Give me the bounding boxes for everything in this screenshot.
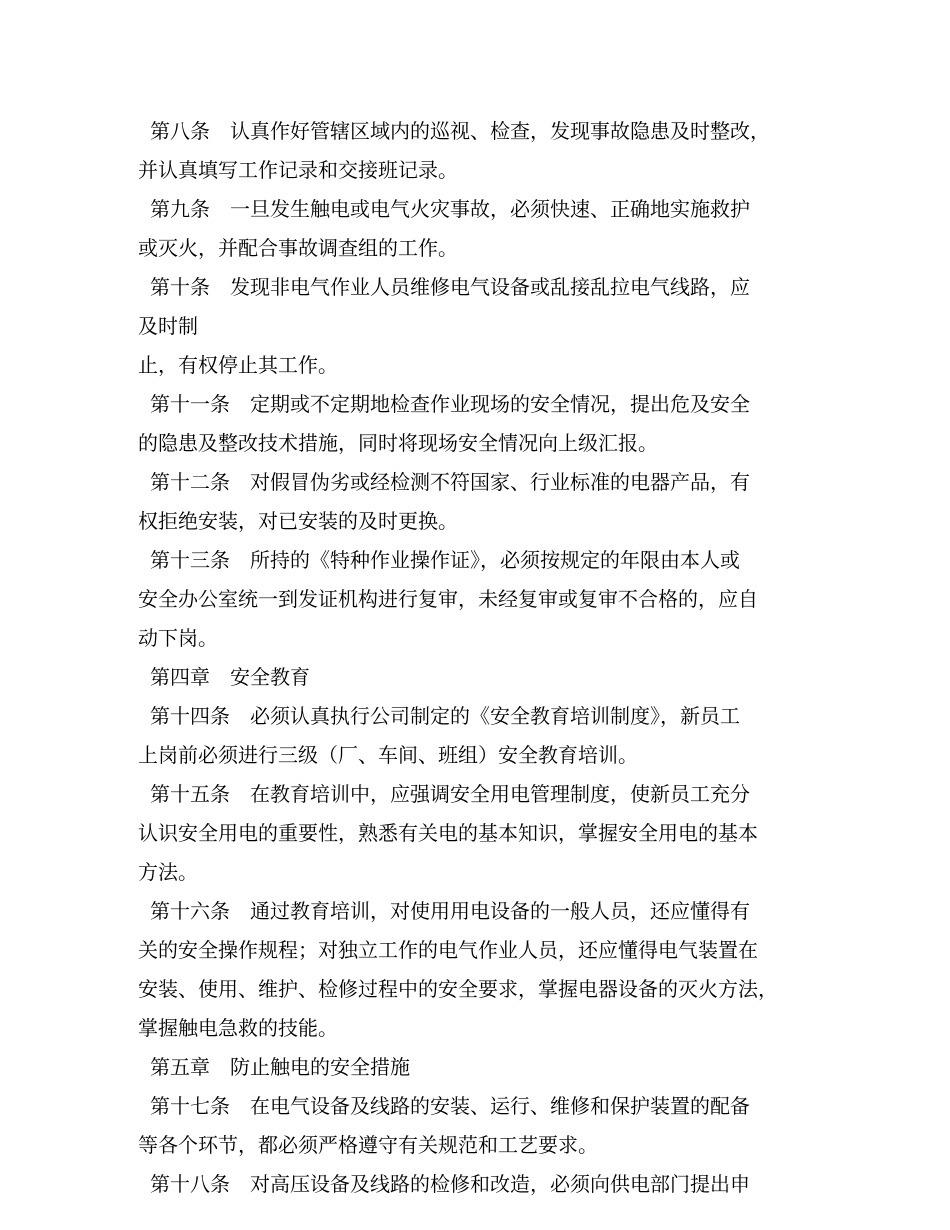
text-line: 第十八条 对高压设备及线路的检修和改造，必须向供电部门提出申: [150, 1172, 750, 1196]
text-line: 认识安全用电的重要性，熟悉有关电的基本知识，掌握安全用电的基本: [138, 821, 758, 845]
text-line: 第九条 一旦发生触电或电气火灾事故，必须快速、正确地实施救护: [150, 197, 750, 221]
text-line: 第十六条 通过教育培训，对使用用电设备的一般人员，还应懂得有: [150, 899, 750, 923]
text-line: 止，有权停止其工作。: [138, 353, 338, 377]
text-line: 或灭火，并配合事故调查组的工作。: [138, 236, 458, 260]
text-line: 并认真填写工作记录和交接班记录。: [138, 158, 458, 182]
text-line: 权拒绝安装，对已安装的及时更换。: [138, 509, 458, 533]
document-body: [138, 112, 828, 1204]
text-line: 方法。: [138, 860, 198, 884]
text-line: 动下岗。: [138, 626, 218, 650]
text-line: 第十一条 定期或不定期地检查作业现场的安全情况，提出危及安全: [150, 392, 750, 416]
text-line: 上岗前必须进行三级（厂、车间、班组）安全教育培训。: [138, 743, 638, 767]
text-line: 第八条 认真作好管辖区域内的巡视、检查，发现事故隐患及时整改，: [150, 119, 770, 143]
text-line: 第十五条 在教育培训中，应强调安全用电管理制度，使新员工充分: [150, 782, 750, 806]
text-line: 第十条 发现非电气作业人员维修电气设备或乱接乱拉电气线路，应: [150, 275, 750, 299]
text-line: 掌握触电急救的技能。: [138, 1016, 338, 1040]
text-line: 第十四条 必须认真执行公司制定的《安全教育培训制度》，新员工: [150, 704, 740, 728]
text-line: 安装、使用、维护、检修过程中的安全要求，掌握电器设备的灭火方法，: [138, 977, 778, 1001]
text-line: 第五章 防止触电的安全措施: [150, 1055, 410, 1079]
text-line: 第十三条 所持的《特种作业操作证》，必须按规定的年限由本人或: [150, 548, 740, 572]
text-line: 安全办公室统一到发证机构进行复审，未经复审或复审不合格的，应自: [138, 587, 758, 611]
text-line: 的隐患及整改技术措施，同时将现场安全情况向上级汇报。: [138, 431, 658, 455]
text-line: 等各个环节，都必须严格遵守有关规范和工艺要求。: [138, 1133, 598, 1157]
text-line: 关的安全操作规程；对独立工作的电气作业人员，还应懂得电气装置在: [138, 938, 758, 962]
text-line: 及时制: [138, 314, 198, 338]
text-line: 第四章 安全教育: [150, 665, 310, 689]
text-line: 第十二条 对假冒伪劣或经检测不符国家、行业标准的电器产品，有: [150, 470, 750, 494]
text-line: 第十七条 在电气设备及线路的安装、运行、维修和保护装置的配备: [150, 1094, 750, 1118]
